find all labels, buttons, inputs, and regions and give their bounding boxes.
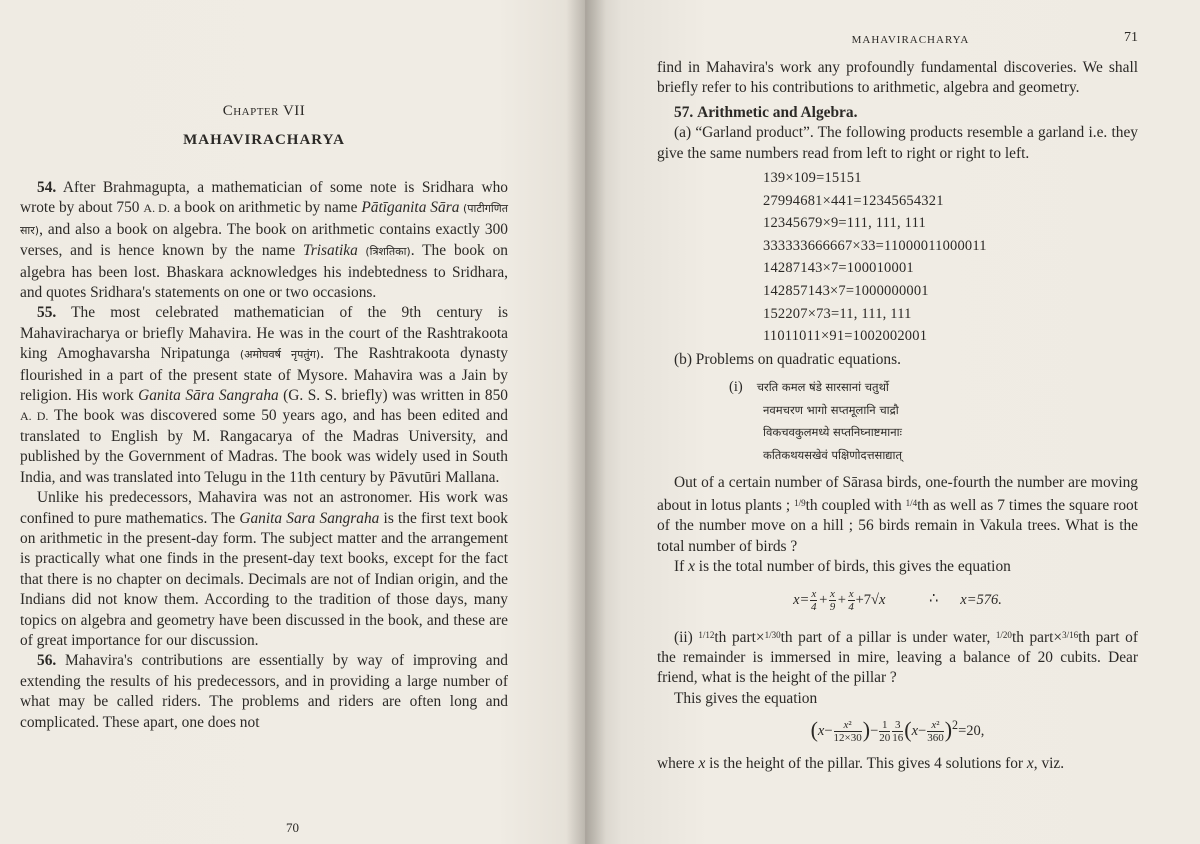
equation-rhs: =20, <box>958 723 985 740</box>
devanagari-text: (पाटीगणित सार) <box>20 202 509 237</box>
paragraph-unlike <box>20 488 508 651</box>
running-head-title: MAHAVIRACHARYA <box>851 34 970 46</box>
paragraph-b: (b) Problems on quadratic equations. <box>674 350 901 368</box>
verse-line: नवमचरण भागो सप्तमूलानि चाद्रौ <box>763 402 899 417</box>
para-text: is the total number of birds, this gives the equation <box>694 558 1011 576</box>
section-heading <box>657 103 1138 123</box>
para-text: The book was discovered some 50 years ago, and has been edited and translated to English by M. Rangacarya of the Madras University, and published by the Government of Madras. The book was widely used in South India, and was translated into Telugu in the 11th century by Pāvutūri Mallana. <box>20 407 508 486</box>
garland-product: 12345679×9=111, 111, 111 <box>763 215 926 232</box>
para-text: The most celebrated mathematician of the 9th century is Mahaviracharya or briefly Mahavira. He was in the court of the Rashtrakoota king Amoghavarsha Nripatunga <box>20 304 508 363</box>
devanagari-text: (त्रिशतिका) <box>357 245 411 259</box>
running-head <box>657 30 1138 46</box>
para-text: (G. S. S. briefly) was written in 850 <box>278 387 509 405</box>
garland-products-list <box>763 167 1138 348</box>
para-text: , viz. <box>1033 755 1065 773</box>
book-title: Ganita Sara Sangraha <box>239 509 380 527</box>
paragraph-56 <box>20 651 508 733</box>
para-text: is the first text book on arithmetic in the present-day form. The subject matter and the arrangement is practically what one finds in the present-day text books, except for the fact that there is no chapter on decimals. Decimals are not of Indian origin, and the Indians did not know them. According to the tradition of those days, many topics on algebra and geometry have been discussed in the book, and these are of great importance for our discussion. <box>20 509 508 649</box>
variable: x <box>698 755 706 773</box>
equation-1: x= $\frac{x}{4}$ + $\frac{x}{9}$ + $\frac{x}{4}$ +7√x ∴ x=576. <box>793 587 1002 613</box>
para-text: th part× <box>1011 628 1063 646</box>
chapter-label: Chapter VII <box>222 103 306 119</box>
variable: x <box>688 558 695 576</box>
era-label: A. D. <box>143 201 170 216</box>
problem-1 <box>657 473 1138 558</box>
problem-label: (ii) <box>674 628 693 646</box>
page-number-left: 70 <box>286 820 299 835</box>
para-text: th part of the remainder is immersed in mire, leaving a balance of 20 cubits. Dear friend, what is the height of the pillar ? <box>657 628 1138 687</box>
para-number: 54. <box>37 179 57 196</box>
para-text: Mahavira's contributions are essentially by way of improving and extending the results of his predecessors, and in providing a large number of what may be called riders. The problems and riders are often long and complicated. These apart, one does not <box>20 652 508 731</box>
section-number: 57. <box>674 103 694 121</box>
verse-line <box>729 376 1138 399</box>
intro-paragraph: find in Mahavira's work any profoundly fundamental discoveries. We shall briefly refer to his contributions to arithmetic, algebra and geometry. <box>657 59 1138 97</box>
section-title: Arithmetic and Algebra. <box>697 103 858 121</box>
garland-product: 139×109=15151 <box>763 170 862 187</box>
sanskrit-verse <box>729 376 1138 466</box>
para-text: th part of a pillar is under water, <box>780 628 996 646</box>
para-text: Unlike his predecessors, Mahavira was not an astronomer. His work was confined to pure mathematics. The <box>20 489 508 527</box>
verse-label: (i) <box>729 379 743 396</box>
garland-product: 14287143×7=100010001 <box>763 260 914 277</box>
book-gutter <box>566 0 606 844</box>
problem-2 <box>657 625 1138 689</box>
para-number: 55. <box>37 304 57 322</box>
book-title: Ganita Sāra Sangraha <box>138 387 279 405</box>
equation-result: x=576. <box>960 591 1002 608</box>
left-page <box>0 0 585 844</box>
verse-text: चरति कमल षंडे सारसानां चतुर्थो <box>756 380 889 395</box>
verse-line: विकचवकुलमध्ये सप्तनिघ्नाष्टमानाः <box>763 425 902 440</box>
variable: x <box>1026 755 1034 773</box>
fraction: 1/20 <box>995 629 1012 640</box>
para-number: 56. <box>37 652 57 670</box>
page-number-right: 71 <box>1124 30 1138 45</box>
para-text: After Brahmagupta, a mathematician of some note is Sridhara who wrote by about 750 <box>20 179 508 217</box>
fraction: 1/9 <box>794 497 806 508</box>
para-text: is the height of the pillar. This gives 4 solutions for <box>705 755 1027 773</box>
book-title: Pātīganita Sāra <box>361 199 460 217</box>
para-text: a book on arithmetic by name <box>169 199 362 217</box>
para-text: . The book on algebra has been lost. Bhaskara acknowledges his indebtedness to Sridhara, and quotes Sridhara's statements on one or two occasions. <box>20 242 508 302</box>
para-text: where <box>657 755 699 773</box>
garland-product: 27994681×441=12345654321 <box>763 192 944 209</box>
para-text: th coupled with <box>805 496 906 514</box>
chapter-title: MAHAVIRACHARYA <box>183 132 345 148</box>
garland-product: 142857143×7=1000000001 <box>763 283 929 299</box>
garland-product: 152207×73=11, 111, 111 <box>763 305 912 322</box>
garland-product: 11011011×91=1002002001 <box>763 328 928 345</box>
para-text: th as well as 7 times the square root of the number move on a hill ; 56 birds remain in Vakula trees. What is the total number of birds ? <box>657 496 1138 555</box>
para-text: Out of a certain number of Sārasa birds, one-fourth the number are moving about in lotus plants ; <box>657 473 1138 514</box>
paragraph-54 <box>20 178 508 303</box>
equation-intro-1 <box>657 557 1138 577</box>
garland-product: 333333666667×33=11000011000011 <box>763 237 987 254</box>
fraction: 1/4 <box>905 497 918 508</box>
fraction: 1/12 <box>698 629 715 640</box>
equation-intro-2: This gives the equation <box>674 689 818 707</box>
paragraph-a: (a) “Garland product”. The following products resemble a garland i.e. they give the same numbers read from left to right or right to left. <box>657 124 1138 162</box>
last-line <box>657 754 1138 774</box>
para-text: If <box>674 558 689 576</box>
era-label: A. D. <box>20 409 49 424</box>
book-title: Trisatika <box>303 242 358 260</box>
devanagari-text: (अमोघवर्ष नृपतुंग) <box>229 348 321 362</box>
para-text: th part× <box>714 628 765 646</box>
equation-2: (x− $\frac{\text{x²}}{12\times 30}$ )− $\frac{1}{20}$ $\frac{3}{16}$ (x− $\frac{\text{x²}}{360}$ )$^2$=20, <box>810 717 985 745</box>
para-text: . The Rashtrakoota dynasty flourished in a part of the present state of Mysore. Mahavira was a Jain by religion. His work <box>20 345 508 405</box>
paragraph-55 <box>20 303 508 488</box>
fraction: 1/30 <box>764 629 781 640</box>
para-text: , and also a book on algebra. The book on arithmetic contains exactly 300 verses, and is hence known by the name <box>20 220 508 260</box>
fraction: 3/16 <box>1062 629 1079 640</box>
right-page <box>585 0 1200 844</box>
verse-line: कतिकथयसखेवं पक्षिणोदत्तसाद्यात् <box>763 447 903 462</box>
